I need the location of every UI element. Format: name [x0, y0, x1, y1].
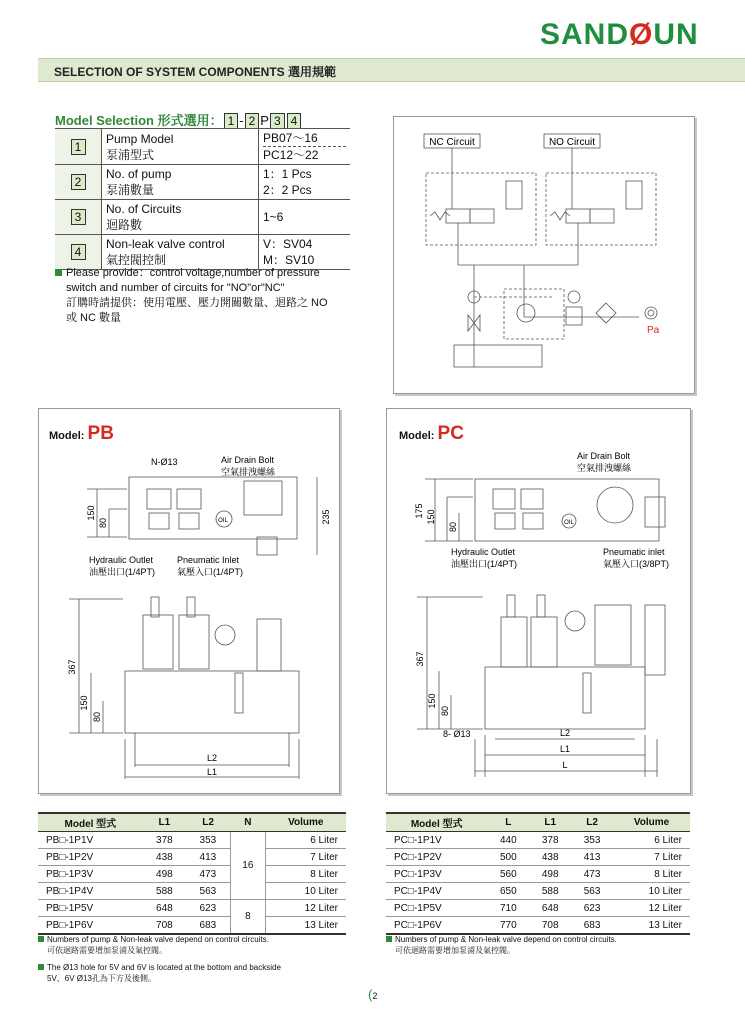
col-volume: Volume: [266, 813, 346, 832]
note-line-4: 或 NC 數量: [66, 312, 121, 324]
pc-drawing-panel: [386, 408, 691, 794]
pb-dim-367: 367: [67, 659, 77, 675]
table-row: PB□-1P6V 708 683 13 Liter: [38, 917, 346, 935]
order-note: [55, 266, 355, 326]
bullet-square: [38, 936, 44, 942]
row-name-cn: 泵浦型式: [106, 147, 155, 162]
banner-title: SELECTION OF SYSTEM COMPONENTS 選用規範: [54, 65, 337, 79]
selection-row-1: [55, 129, 350, 165]
note-line-1: Please provide：control voltage,number of pressure: [66, 267, 320, 279]
bullet-square: [55, 269, 62, 276]
row-value-1: 1~6: [263, 210, 284, 224]
row-name-en: Non-leak valve control: [106, 237, 225, 251]
pc-dim-l: L: [562, 760, 568, 770]
code-sep: -: [239, 113, 244, 128]
pc-dim-150-side: 150: [427, 693, 437, 709]
pb-model-name: PB: [87, 423, 114, 444]
pb-drawing-panel: [38, 408, 340, 794]
pc-air-drain-en: Air Drain Bolt: [577, 451, 631, 461]
pb-air-drain-cn: 空氣排洩螺絲: [221, 467, 276, 477]
pb-dim-235: 235: [321, 509, 331, 525]
circuit-diagram-panel: [393, 116, 695, 394]
pc-table-header: [386, 813, 690, 832]
row-name-en: Pump Model: [106, 131, 174, 146]
pc-dim-367: 367: [415, 651, 425, 667]
pb-dim-l1: L1: [206, 767, 218, 777]
row-name-en: No. of pump: [106, 167, 172, 181]
code-p: P: [260, 113, 269, 128]
page-mark-icon: (: [368, 987, 373, 1002]
table-row: PB□-1P2V 438 413 7 Liter: [38, 849, 346, 866]
pc-hydraulic-outlet-cn: 油壓出口(1/4PT): [451, 559, 518, 569]
logo-text-post: UN: [653, 18, 699, 51]
table-row: PB□-1P1V 378 353 16 6 Liter: [38, 832, 346, 849]
row-num: 4: [71, 244, 86, 260]
pb-dim-80-side: 80: [92, 711, 102, 723]
table-row: PC□-1P6V 770 708 683 13 Liter: [386, 917, 690, 935]
nc-circuit-label: NC Circuit: [429, 137, 475, 148]
code-box-2: 2: [245, 113, 260, 129]
row-num: 2: [71, 174, 86, 190]
bullet-square: [386, 936, 392, 942]
col-model: Model 型式: [386, 813, 487, 832]
row-name-en: No. of Circuits: [106, 202, 182, 216]
pc-dim-150: 150: [426, 509, 436, 525]
model-selection-label: Model Selection 形式選用：: [55, 113, 223, 128]
pc-dim-l2: L2: [559, 728, 571, 738]
pc-oil-label: OIL: [564, 520, 574, 526]
col-l1: L1: [143, 813, 186, 832]
pb-hole-label: N-Ø13: [151, 457, 178, 467]
code-box-3: 3: [270, 113, 285, 129]
row-num: 3: [71, 209, 86, 225]
table-row: PC□-1P2V 500 438 413 7 Liter: [386, 849, 690, 866]
pb-dim-150-side: 150: [79, 695, 89, 711]
pb-dim-80: 80: [98, 517, 108, 529]
pc-spec-table: [386, 812, 690, 935]
sandsun-logo: [540, 18, 699, 52]
pb-footnotes: Numbers of pump & Non-leak valve depend on control circuits. 可依迴路需要增加泵浦及氣控閥。 The Ø13 hole for 5V and 6V is located at the bottom and backside 5V、6V Ø13孔為下方及後側。: [38, 934, 348, 984]
bullet-square: [38, 964, 44, 970]
col-volume: Volume: [613, 813, 690, 832]
pb-model-label: Model: PB: [49, 423, 114, 444]
pb-hydraulic-outlet-cn: 油壓出口(1/4PT): [89, 567, 156, 577]
pc-dim-l1: L1: [559, 744, 571, 754]
n-group-1: 16: [230, 832, 265, 900]
row-value-2: PC12～22: [263, 146, 346, 163]
pb-dim-150: 150: [86, 505, 96, 521]
table-row: PB□-1P4V 588 563 10 Liter: [38, 883, 346, 900]
code-box-4: 4: [287, 113, 302, 129]
row-value-1: PB07～16: [263, 131, 318, 145]
pc-air-drain-cn: 空氣排洩螺絲: [577, 463, 632, 473]
model-selection-table: [55, 128, 350, 270]
logo-o: Ø: [629, 18, 654, 51]
col-l1: L1: [529, 813, 571, 832]
table-row: PC□-1P5V 710 648 623 12 Liter: [386, 900, 690, 917]
row-name-cn: 迴路數: [106, 218, 143, 232]
pb-oil-label: OIL: [218, 518, 228, 524]
pc-model-name: PC: [437, 423, 464, 444]
col-n: N: [230, 813, 265, 832]
n-group-2: 8: [230, 900, 265, 935]
section-banner: [38, 58, 745, 82]
table-row: PB□-1P5V 648 623 8 12 Liter: [38, 900, 346, 917]
col-l2: L2: [186, 813, 230, 832]
row-value-2: M：SV10: [263, 253, 315, 267]
col-model: Model 型式: [38, 813, 143, 832]
pb-pneumatic-inlet-en: Pneumatic Inlet: [177, 555, 240, 565]
logo-text-pre: SAND: [540, 18, 630, 51]
pc-dim-80-side: 80: [440, 705, 450, 717]
pa-label: Pa: [647, 325, 660, 336]
col-l: L: [487, 813, 529, 832]
table-row: PB□-1P3V 498 473 8 Liter: [38, 866, 346, 883]
pb-hydraulic-outlet-en: Hydraulic Outlet: [89, 555, 154, 565]
selection-row-3: [55, 200, 350, 235]
table-row: PC□-1P4V 650 588 563 10 Liter: [386, 883, 690, 900]
circuit-diagram: [394, 117, 694, 393]
pb-table-header: [38, 813, 346, 832]
pc-model-label: Model: PC: [399, 423, 464, 444]
code-box-1: 1: [224, 113, 239, 129]
pc-dim-175: 175: [414, 503, 424, 519]
row-value-1: V：SV04: [263, 237, 313, 251]
pb-pneumatic-inlet-cn: 氣壓入口(1/4PT): [177, 567, 244, 577]
pc-dim-80: 80: [448, 521, 458, 533]
pc-hydraulic-outlet-en: Hydraulic Outlet: [451, 547, 516, 557]
table-row: PC□-1P3V 560 498 473 8 Liter: [386, 866, 690, 883]
row-value-2: 2：2 Pcs: [263, 183, 312, 197]
selection-row-4: [55, 235, 350, 270]
table-row: PC□-1P1V 440 378 353 6 Liter: [386, 832, 690, 849]
note-line-2: switch and number of circuits for "NO"or"NC": [66, 282, 285, 294]
pb-drawing: [39, 409, 339, 793]
pb-dim-l2: L2: [206, 753, 218, 763]
pc-footnotes: Numbers of pump & Non-leak valve depend on control circuits. 可依迴路需要增加泵浦及氣控閥。: [386, 934, 696, 956]
row-value-1: 1：1 Pcs: [263, 167, 312, 181]
pc-drawing: [387, 409, 690, 793]
pc-hole-label: 8- Ø13: [443, 729, 471, 739]
pb-air-drain-en: Air Drain Bolt: [221, 455, 275, 465]
model-selection-title: [55, 110, 302, 129]
row-num: 1: [71, 139, 86, 155]
pc-pneumatic-inlet-cn: 氣壓入口(3/8PT): [603, 559, 670, 569]
page-number: (2: [368, 987, 378, 1002]
row-name-cn: 氣控閥控制: [106, 253, 167, 267]
col-l2: L2: [571, 813, 613, 832]
no-circuit-label: NO Circuit: [548, 137, 596, 148]
row-name-cn: 泵浦數量: [106, 183, 155, 197]
note-line-3: 訂購時請提供：使用電壓、壓力開關數量、迴路之 NO: [66, 297, 328, 309]
pc-pneumatic-inlet-en: Pneumatic inlet: [603, 547, 665, 557]
selection-row-2: [55, 165, 350, 200]
pb-spec-table: [38, 812, 346, 935]
